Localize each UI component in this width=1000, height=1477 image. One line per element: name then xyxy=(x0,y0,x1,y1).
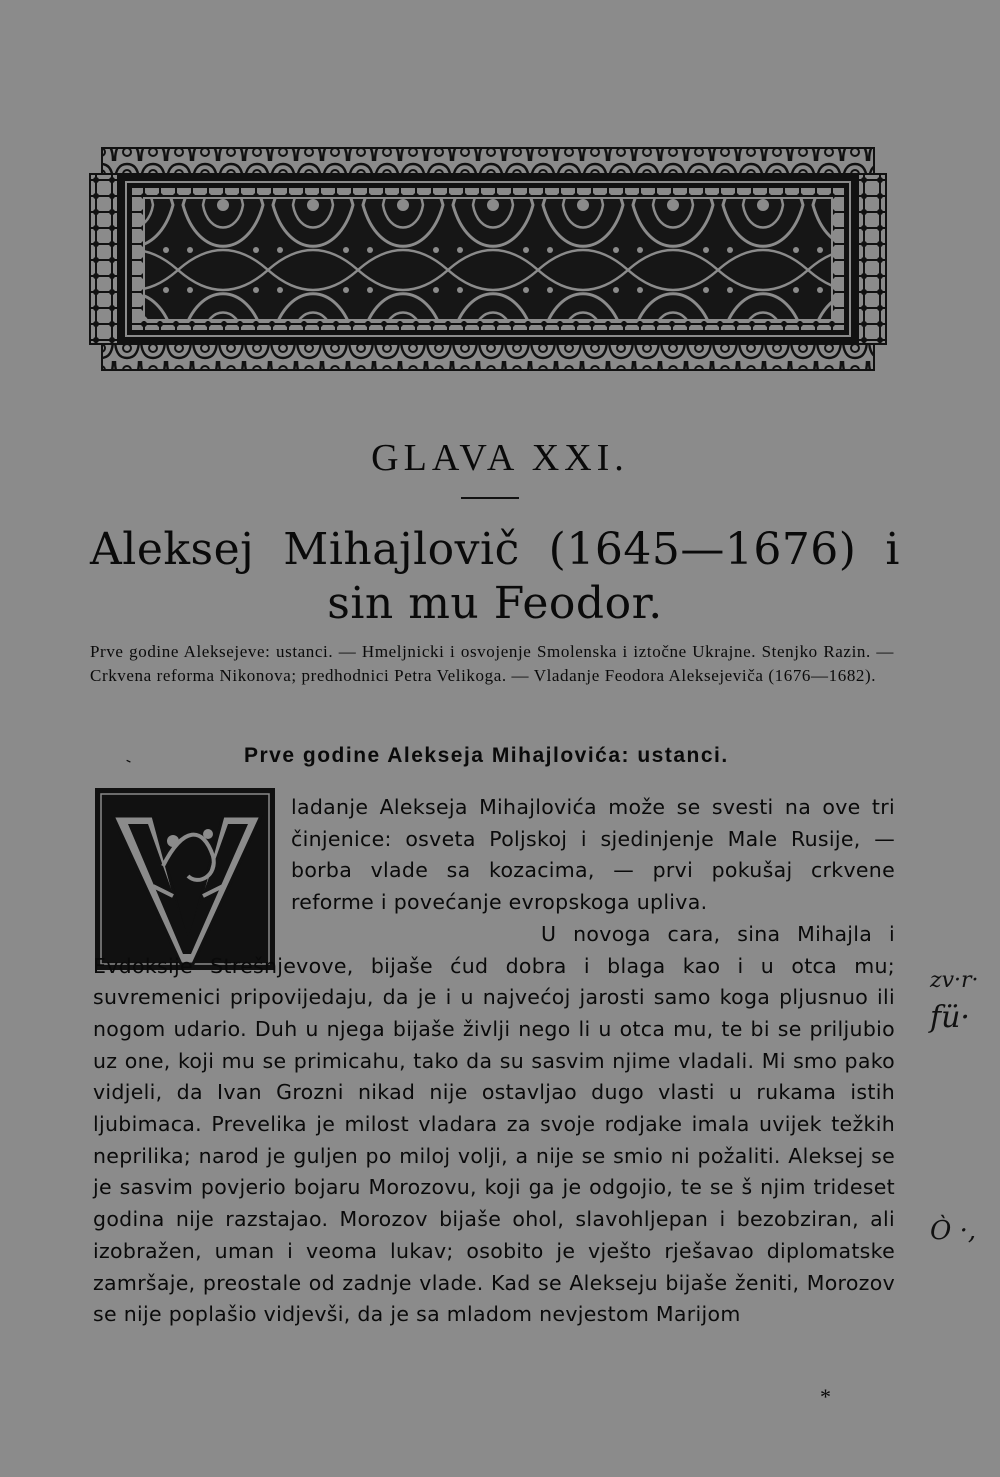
chapter-title: Aleksej Mihajlovič (1645—1676) i sin mu Feodor. xyxy=(90,524,900,629)
chapter-summary: Prve godine Aleksejeve: ustanci. — Hmeljnicki i osvojenje Smolenska i iztočne Ukrajne. Stenjko Razin. — Crkvena reforma Nikonova; predhodnici Petra Velikoga. — Vladanje Feodora Aleksejeviča (1676—1682). xyxy=(90,642,894,685)
footer-mark: * xyxy=(820,1384,831,1409)
initial-letter-text: V xyxy=(97,786,98,787)
ornamental-header-banner xyxy=(88,140,888,378)
body-text xyxy=(93,792,895,1331)
divider-rule xyxy=(461,497,519,499)
paragraph-1: ladanje Alekseja Mihajlovića može se svesti na ove tri činjenice: osveta Poljskoj i sjedinjenje Male Rusije, — borba vlade sa kozacima, — prvi pokušaj crkvene reforme i povećanje evropskoga upliva. xyxy=(291,795,895,915)
chapter-heading: GLAVA XXI. xyxy=(371,437,629,479)
initial-spacer xyxy=(93,792,291,950)
margin-note-2: fü· xyxy=(930,1000,970,1035)
pencil-mark: - xyxy=(122,751,135,770)
paragraph-2: U novoga cara, sina Mihajla i Evdoksije Strešnjevove, bijaše ćud dobra i blaga kao i u otca mu; suvremenici pripovijedaju, da je i u najvećoj jarosti samo koga pljusnuo ili nogom udario. Duh u njega bijaše življi nego li u otca mu, te bi se priljubio uz one, koji mu se primicahu, tako da su sasvim njime vladali. Mi smo pako vidjeli, da Ivan Grozni nikad nije ostavljao dugo vlasti u rukama istih ljubimaca. Prevelika je milost vladara za svoje rodjake imala uvijek težkih neprilika; narod je guljen po miloj volji, a nije se smio ni požaliti. Aleksej se je sasvim povjerio bojaru Morozovu, koji ga je odgojio, te se š njim trideset godina nije razstajao. Morozov bijaše ohol, slavohljepan i bezobziran, ali izobražen, uman i veoma lukav; osobito je vješto rješavao diplomatske zamršaje, preostale od zadnje vlade. Kad se Alekseju bijaše ženiti, Morozov se nije poplašio vidjevši, da je sa mladom nevjestom Marijom xyxy=(93,921,895,1327)
section-heading: Prve godine Alekseja Mihajlovića: ustanci. xyxy=(244,744,729,767)
margin-note-1: zv·r· xyxy=(930,968,979,993)
margin-note-3: Ò ·, xyxy=(930,1216,977,1246)
